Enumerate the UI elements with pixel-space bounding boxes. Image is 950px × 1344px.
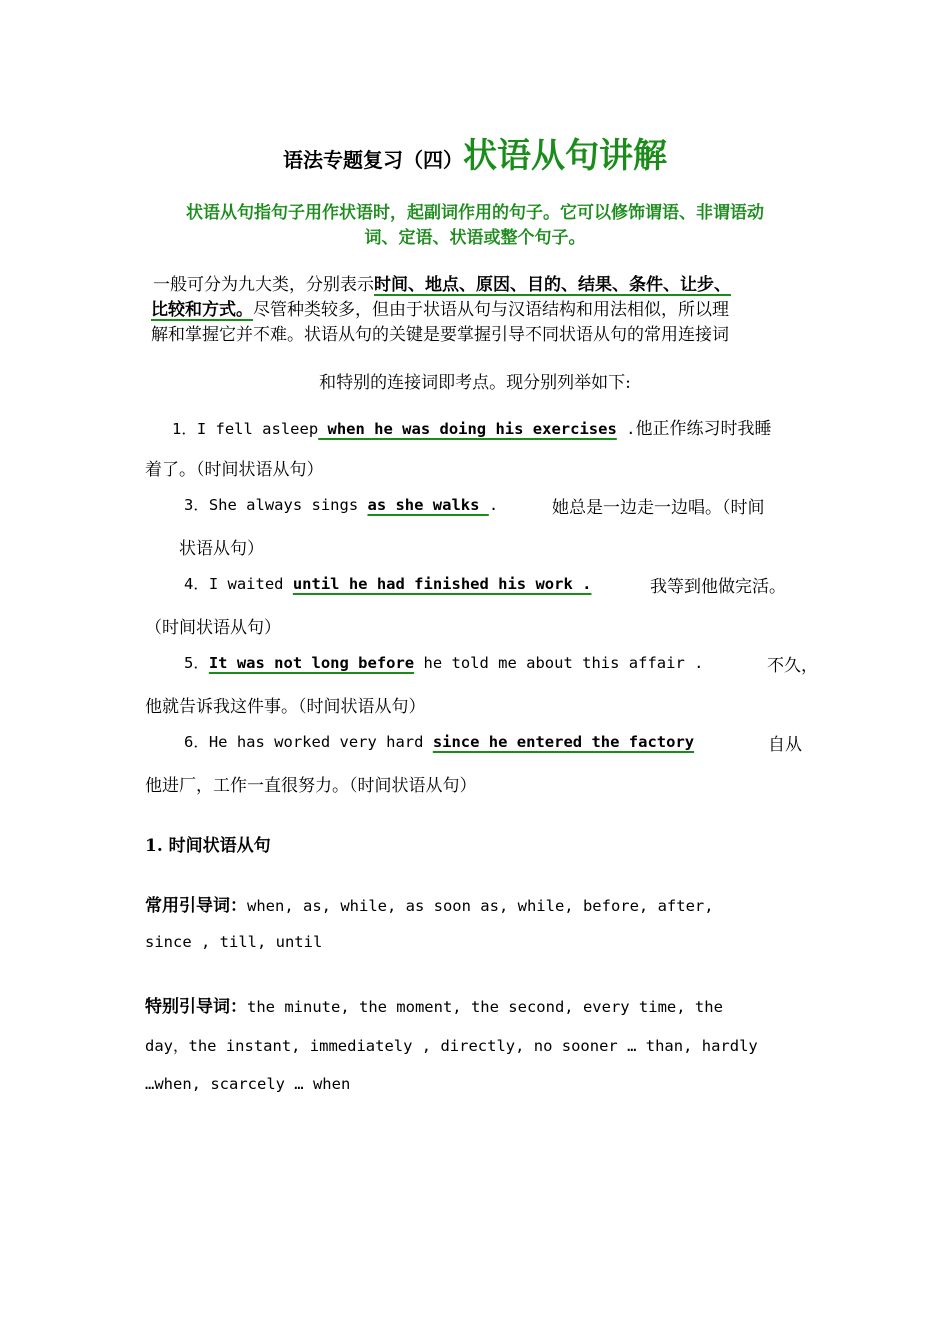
example-text: .: [616, 420, 636, 438]
example-3: [184, 493, 498, 515]
intro-emphasis: 比较和方式。: [151, 300, 253, 320]
example-number: 4．: [184, 575, 209, 593]
example-number: 5．: [184, 654, 209, 672]
example-text: I fell asleep: [196, 420, 319, 438]
title-main: 状语从句讲解: [463, 136, 667, 176]
example-text: She always sings: [208, 496, 368, 514]
title-prefix: 语法专题复习（四）: [283, 148, 463, 172]
example-text: He has worked very hard: [208, 733, 433, 751]
example-text: I waited: [208, 575, 293, 593]
special-label: 特别引导词：: [145, 997, 247, 1017]
example-3-translation-cont: 状语从句）: [179, 539, 264, 559]
example-5-translation-cont: 他就告诉我这件事。（时间状语从句）: [145, 697, 426, 717]
example-translation: 他正作练习时我睡: [635, 419, 772, 439]
example-1: [172, 414, 771, 439]
example-4: [184, 572, 591, 594]
page-title: [0, 128, 950, 177]
common-words-cont: since , till, until: [145, 933, 323, 951]
example-5-translation: 不久，: [767, 656, 818, 676]
definition-line-1: 状语从句指句子用作状语时，起副词作用的句子。它可以修饰谓语、非谓语动: [186, 203, 764, 223]
intro-emphasis: 时间、地点、原因、目的、结果、条件、让步、: [374, 275, 731, 295]
example-clause: It was not long before: [208, 654, 415, 672]
example-4-translation: 我等到他做完活。: [650, 577, 786, 597]
example-6-translation-cont: 他进厂，工作一直很努力。（时间状语从句）: [145, 776, 477, 796]
special-words-line-3: …when, scarcely … when: [145, 1075, 351, 1093]
definition-line-2: 词、定语、状语或整个句子。: [364, 228, 586, 248]
example-6: [184, 730, 694, 752]
special-words: the minute, the moment, the second, every time, the: [247, 998, 723, 1016]
intro-line-3: 解和掌握它并不难。状语从句的关键是要掌握引导不同状语从句的常用连接词: [151, 325, 729, 345]
common-label: 常用引导词：: [145, 896, 247, 916]
example-4-translation-cont: （时间状语从句）: [145, 618, 281, 638]
example-number: 3．: [184, 496, 209, 514]
example-clause: since he entered the factory: [432, 733, 695, 751]
example-clause: until he had finished his work .: [292, 575, 592, 593]
example-text: .: [488, 496, 499, 514]
common-conjunctions: [145, 891, 714, 916]
intro-line-1: [153, 270, 731, 295]
intro-text: 一般可分为九大类，分别表示: [153, 275, 374, 295]
special-words-line-2: day，the instant, immediately , directly, no sooner … than, hardly: [145, 1037, 758, 1055]
intro-line-4: 和特别的连接词即考点。现分别列举如下:: [319, 373, 631, 393]
example-text: he told me about this affair .: [414, 654, 704, 672]
special-conjunctions: [145, 992, 723, 1017]
section-heading: 1. 时间状语从句: [145, 836, 271, 856]
example-1-translation-cont: 着了。（时间状语从句）: [145, 460, 324, 480]
intro-line-2: [151, 295, 729, 320]
example-number: 1．: [172, 420, 197, 438]
example-clause: as she walks: [367, 496, 489, 514]
common-words: when, as, while, as soon as, while, before, after,: [247, 897, 714, 915]
intro-text: 尽管种类较多，但由于状语从句与汉语结构和用法相似，所以理: [253, 300, 729, 320]
example-5: [184, 651, 703, 673]
example-6-translation: 自从: [768, 735, 802, 755]
example-number: 6．: [184, 733, 209, 751]
example-clause: when he was doing his exercises: [318, 420, 617, 438]
example-3-translation: 她总是一边走一边唱。（时间: [552, 498, 765, 518]
